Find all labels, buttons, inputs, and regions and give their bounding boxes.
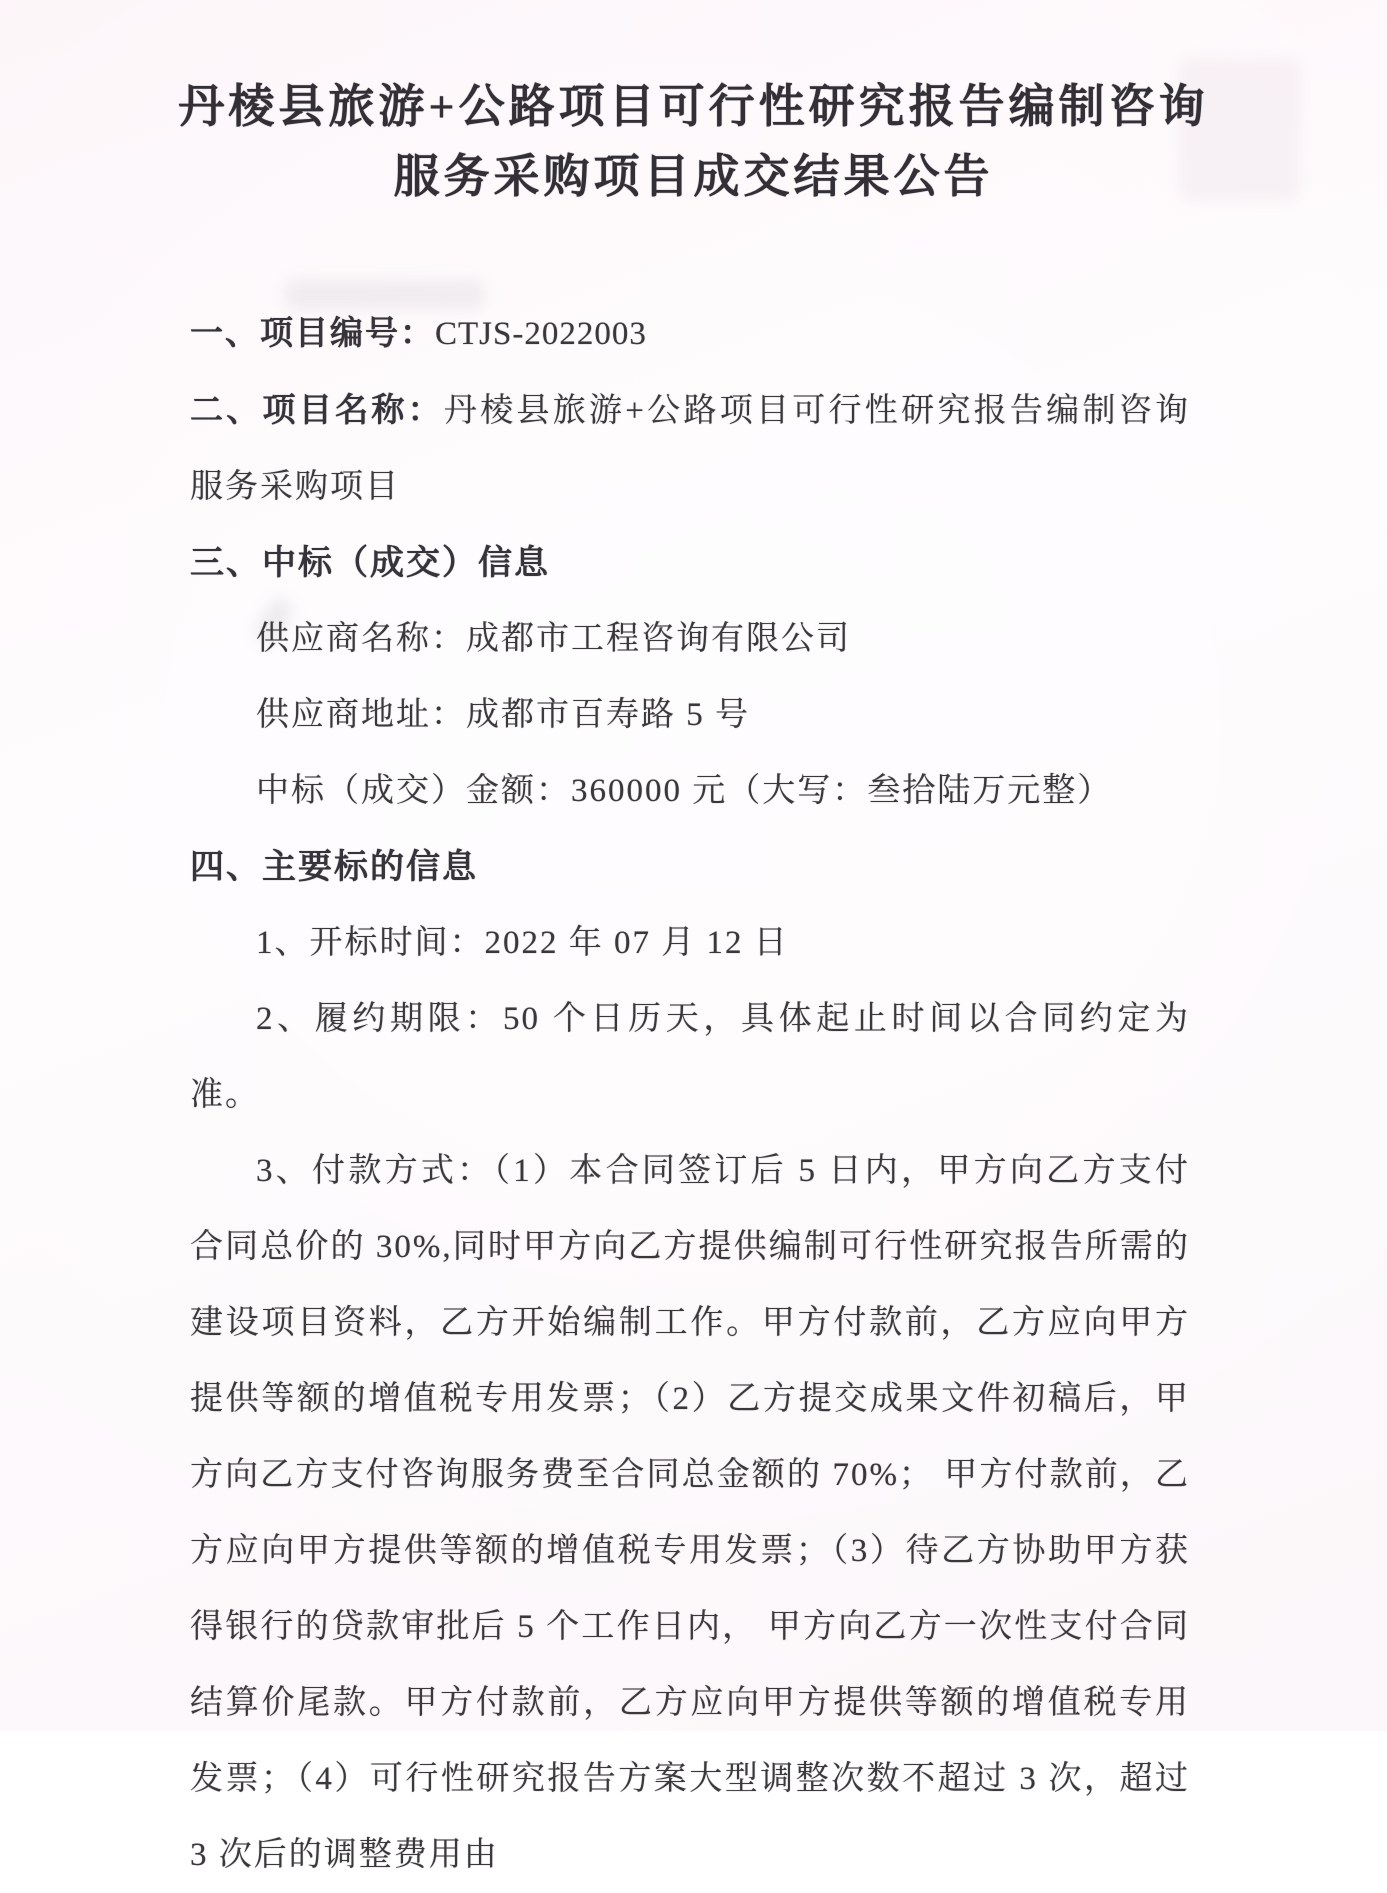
- payment-terms-row: [190, 1133, 1190, 1893]
- supplier-address-value: 成都市百寿路 5 号: [466, 697, 750, 733]
- supplier-name-value: 成都市工程咨询有限公司: [466, 621, 851, 657]
- award-amount-label: 中标（成交）金额：: [256, 773, 571, 809]
- document-body: [190, 295, 1190, 1893]
- subject-info-heading: 四、主要标的信息: [190, 848, 478, 886]
- award-amount-row: [190, 753, 1190, 829]
- performance-period-value: 50 个日历天，具体起止时间以合同约定为准。: [190, 1001, 1191, 1113]
- title-line-1: 丹棱县旅游+公路项目可行性研究报告编制咨询: [178, 81, 1209, 132]
- supplier-name-label: 供应商名称：: [256, 621, 466, 657]
- supplier-name-row: [190, 601, 1190, 677]
- project-name-label: 二、项目名称：: [190, 391, 444, 428]
- project-number-row: [190, 295, 1190, 372]
- bid-opening-time-label: 1、开标时间：: [256, 925, 485, 961]
- project-name-row: [190, 372, 1190, 525]
- project-name-value: 丹棱县旅游+公路项目可行性研究报告编制咨询服务采购项目: [190, 393, 1190, 505]
- performance-period-row: [190, 981, 1190, 1133]
- payment-terms-value: （1）本合同签订后 5 日内，甲方向乙方支付合同总价的 30%,同时甲方向乙方提供编制可行性研究报告所需的建设项目资料，乙方开始编制工作。甲方付款前，乙方应向甲方提供等额的增值税专用发票；（2）乙方提交成果文件初稿后，甲方向乙方支付咨询服务费至合同总金额的 70%； 甲方付款前，乙方应向甲方提供等额的增值税专用发票；（3）待乙方协助甲方获得银行的贷款审批后 5 个工作日内， 甲方向乙方一次性支付合同结算价尾款。甲方付款前，乙方应向甲方提供等额的增值税专用发票；（4）可行性研究报告方案大型调整次数不超过 3 次，超过 3 次后的调整费用由: [190, 1153, 1191, 1873]
- document-title: [0, 72, 1387, 212]
- project-number-value: CTJS-2022003: [435, 316, 647, 352]
- title-line-2: 服务采购项目成交结果公告: [393, 151, 994, 202]
- project-number-label: 一、项目编号：: [190, 314, 435, 351]
- award-info-heading: 三、中标（成交）信息: [190, 544, 550, 582]
- supplier-address-row: [190, 677, 1190, 753]
- award-amount-value: 360000 元（大写：叁拾陆万元整）: [571, 773, 1113, 809]
- supplier-address-label: 供应商地址：: [256, 697, 466, 733]
- performance-period-label: 2、履约期限：: [256, 1001, 503, 1037]
- bid-opening-time-value: 2022 年 07 月 12 日: [484, 925, 789, 961]
- bid-opening-time-row: [190, 905, 1190, 981]
- payment-terms-label: 3、付款方式：: [256, 1153, 494, 1189]
